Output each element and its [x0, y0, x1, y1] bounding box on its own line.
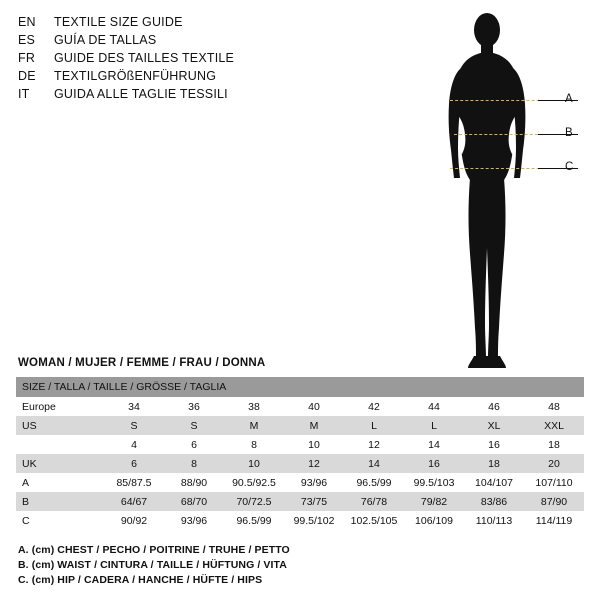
title-text-de: TEXTILGRÖßENFÜHRUNG [54, 69, 217, 83]
cell: M [284, 416, 344, 435]
cell: 12 [344, 435, 404, 454]
language-code-it: IT [18, 87, 30, 101]
cell: 102.5/105 [344, 511, 404, 530]
title-row-de [18, 68, 418, 85]
row-label: B [16, 492, 104, 511]
title-text-es: GUÍA DE TALLAS [54, 33, 157, 47]
title-text-en: TEXTILE SIZE GUIDE [54, 15, 183, 29]
cell: 8 [164, 454, 224, 473]
cell: 10 [284, 435, 344, 454]
language-code-fr: FR [18, 51, 36, 65]
cell: 12 [284, 454, 344, 473]
title-row-es [18, 32, 418, 49]
cell: 83/86 [464, 492, 524, 511]
cell: 4 [104, 435, 164, 454]
row-label: A [16, 473, 104, 492]
cell: 79/82 [404, 492, 464, 511]
row-label: UK [16, 454, 104, 473]
table-header-label: SIZE / TALLA / TAILLE / GRÖSSE / TAGLIA [16, 377, 584, 397]
cell: 38 [224, 397, 284, 416]
cell: 114/119 [524, 511, 584, 530]
title-text-fr: GUIDE DES TAILLES TEXTILE [54, 51, 235, 65]
cell: 6 [164, 435, 224, 454]
row-label: C [16, 511, 104, 530]
cell: 106/109 [404, 511, 464, 530]
title-row-en [18, 14, 418, 31]
language-code-es: ES [18, 33, 36, 47]
language-code-en: EN [18, 15, 36, 29]
cell: 70/72.5 [224, 492, 284, 511]
cell: XXL [524, 416, 584, 435]
table-row [16, 492, 584, 511]
cell: 16 [404, 454, 464, 473]
size-table [16, 377, 584, 530]
cell: 73/75 [284, 492, 344, 511]
cell: 96.5/99 [344, 473, 404, 492]
cell: 110/113 [464, 511, 524, 530]
cell: 64/67 [104, 492, 164, 511]
table-row [16, 511, 584, 530]
cell: 90/92 [104, 511, 164, 530]
table-row [16, 397, 584, 416]
cell: 36 [164, 397, 224, 416]
cell: 20 [524, 454, 584, 473]
cell: 34 [104, 397, 164, 416]
cell: 93/96 [284, 473, 344, 492]
cell: 88/90 [164, 473, 224, 492]
cell: 14 [344, 454, 404, 473]
size-table-container [16, 377, 584, 530]
title-row-it [18, 86, 418, 103]
cell: S [164, 416, 224, 435]
cell: 40 [284, 397, 344, 416]
cell: 6 [104, 454, 164, 473]
cell: 76/78 [344, 492, 404, 511]
cell: 107/110 [524, 473, 584, 492]
cell: 104/107 [464, 473, 524, 492]
table-row [16, 435, 584, 454]
cell: 99.5/103 [404, 473, 464, 492]
body-silhouette-icon [420, 8, 595, 373]
cell: M [224, 416, 284, 435]
row-label: Europe [16, 397, 104, 416]
cell: 44 [404, 397, 464, 416]
cell: 93/96 [164, 511, 224, 530]
title-text-it: GUIDA ALLE TAGLIE TESSILI [54, 87, 228, 101]
cell: 96.5/99 [224, 511, 284, 530]
title-block [18, 14, 418, 104]
cell: 90.5/92.5 [224, 473, 284, 492]
measure-label-c: C [565, 161, 574, 173]
cell: 10 [224, 454, 284, 473]
row-label [16, 435, 104, 454]
female-body-figure [420, 8, 595, 373]
measurement-legend [18, 543, 578, 588]
cell: L [344, 416, 404, 435]
cell: L [404, 416, 464, 435]
cell: S [104, 416, 164, 435]
cell: 8 [224, 435, 284, 454]
cell: 46 [464, 397, 524, 416]
legend-line-c: C. (cm) HIP / CADERA / HANCHE / HÜFTE / HIPS [18, 574, 263, 586]
cell: 85/87.5 [104, 473, 164, 492]
table-row [16, 473, 584, 492]
measure-label-b: B [565, 127, 573, 139]
language-code-de: DE [18, 69, 36, 83]
cell: 87/90 [524, 492, 584, 511]
title-row-fr [18, 50, 418, 67]
table-row [16, 416, 584, 435]
legend-line-b: B. (cm) WAIST / CINTURA / TAILLE / HÜFTUNG / VITA [18, 559, 287, 571]
table-header-row [16, 377, 584, 397]
section-label-woman: WOMAN / MUJER / FEMME / FRAU / DONNA [18, 357, 266, 369]
legend-line-a: A. (cm) CHEST / PECHO / POITRINE / TRUHE / PETTO [18, 544, 290, 556]
cell: XL [464, 416, 524, 435]
table-row [16, 454, 584, 473]
cell: 42 [344, 397, 404, 416]
cell: 68/70 [164, 492, 224, 511]
cell: 99.5/102 [284, 511, 344, 530]
cell: 48 [524, 397, 584, 416]
row-label: US [16, 416, 104, 435]
cell: 14 [404, 435, 464, 454]
cell: 18 [464, 454, 524, 473]
cell: 16 [464, 435, 524, 454]
measure-label-a: A [565, 93, 573, 105]
cell: 18 [524, 435, 584, 454]
